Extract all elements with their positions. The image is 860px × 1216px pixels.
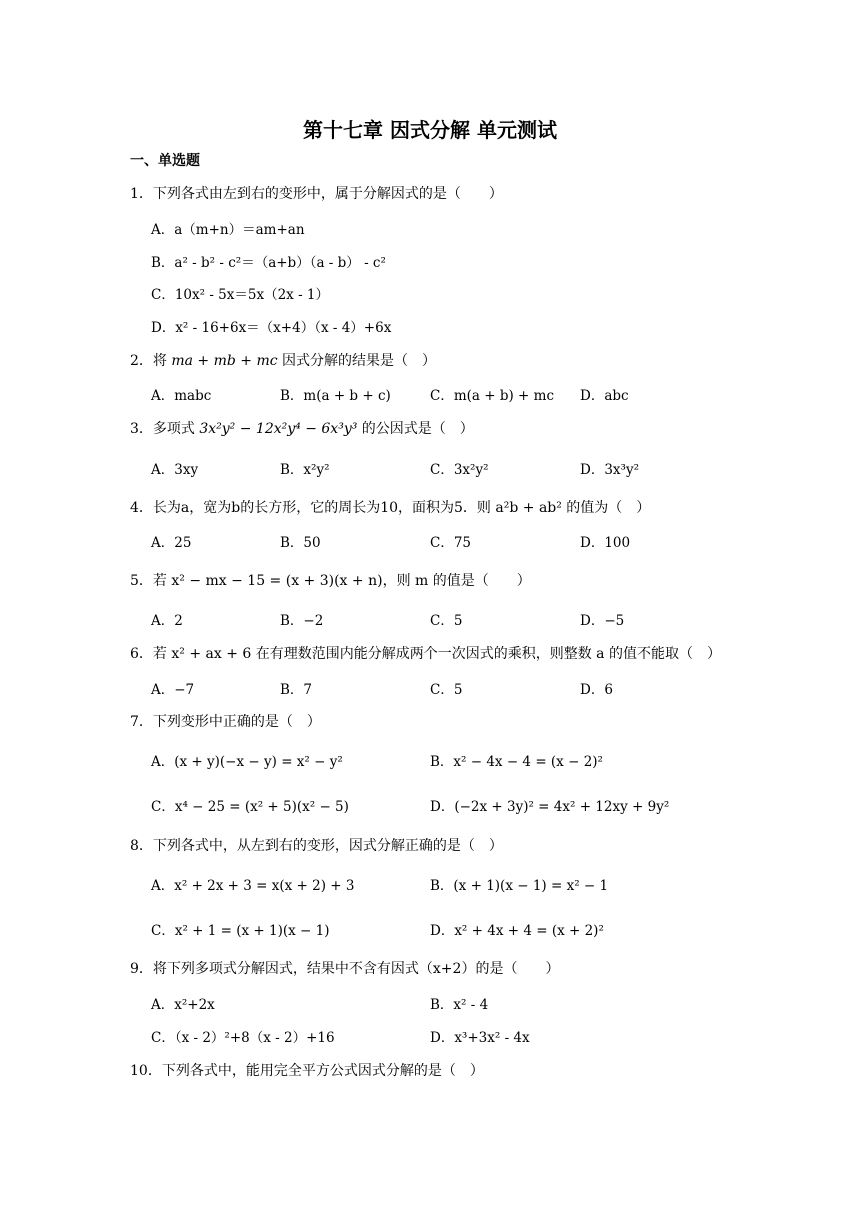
question-8-option-d: D．x² + 4x + 4 = (x + 2)² [430,923,604,939]
question-8-option-b: B．(x + 1)(x − 1) = x² − 1 [430,878,609,894]
question-1-stem: 1．下列各式由左到右的变形中，属于分解因式的是（ ） [130,186,503,202]
question-8-option-c: C．x² + 1 = (x + 1)(x − 1) [151,923,330,939]
question-2-option-c: C．m(a + b) + mc [430,388,555,404]
question-3-option-c: C．3x²y² [430,462,489,478]
question-6-stem: 6．若 x² + ax + 6 在有理数范围内能分解成两个一次因式的乘积，则整数 a 的值不能取（ ） [130,646,721,662]
page-title: 第十七章 因式分解 单元测试 [303,118,557,142]
question-3-stem-prefix: 3．多项式 [130,421,200,437]
question-4-stem: 4．长为a，宽为b的长方形，它的周长为10，面积为5．则 a²b + ab² 的值为（ ） [130,500,651,516]
question-4-option-a: A．25 [151,535,192,551]
question-9-option-b: B．x² - 4 [430,997,489,1013]
question-1-option-d: D．x² - 16+6x＝（x+4）（x - 4）+6x [151,320,392,336]
question-8-stem: 8．下列各式中，从左到右的变形，因式分解正确的是（ ） [130,838,503,854]
question-4-option-b: B．50 [280,535,321,551]
question-4-option-c: C．75 [430,535,472,551]
question-6-option-a: A．−7 [151,682,195,698]
question-3-option-a: A．3xy [151,462,199,478]
question-5-option-a: A．2 [151,613,183,629]
question-3-stem [130,418,474,438]
question-10-stem: 10．下列各式中，能用完全平方公式因式分解的是（ ） [130,1063,484,1079]
question-6-option-c: C．5 [430,682,463,698]
question-2-expression: ma + mb + mc [171,353,278,369]
question-6-option-b: B．7 [280,682,313,698]
question-3-option-b: B．x²y² [280,462,330,478]
question-2-stem-prefix: 2．将 [130,353,172,369]
question-3-stem-suffix: 的公因式是（ ） [357,421,474,437]
question-8-option-a: A．x² + 2x + 3 = x(x + 2) + 3 [151,878,355,894]
question-3-expression: 3x²y² − 12x²y⁴ − 6x³y³ [199,421,358,437]
question-1-option-c: C．10x² - 5x＝5x（2x - 1） [151,287,330,303]
question-7-option-d: D．(−2x + 3y)² = 4x² + 12xy + 9y² [430,799,670,815]
question-2-stem [130,350,436,370]
question-2-stem-suffix: 因式分解的结果是（ ） [277,353,437,369]
question-9-option-d: D．x³+3x² - 4x [430,1030,530,1046]
question-5-option-b: B．−2 [280,613,324,629]
question-7-option-a: A．(x + y)(−x − y) = x² − y² [151,754,343,770]
question-5-stem: 5．若 x² − mx − 15 = (x + 3)(x + n)，则 m 的值是（ ） [130,573,531,589]
question-7-option-c: C．x⁴ − 25 = (x² + 5)(x² − 5) [151,799,349,815]
question-5-option-c: C．5 [430,613,463,629]
question-6-option-d: D．6 [580,682,613,698]
question-2-option-b: B．m(a + b + c) [280,388,391,404]
question-4-option-d: D．100 [580,535,631,551]
question-7-option-b: B．x² − 4x − 4 = (x − 2)² [430,754,603,770]
question-5-option-d: D．−5 [580,613,625,629]
question-3-option-d: D．3x³y² [580,462,639,478]
question-9-stem: 9．将下列多项式分解因式，结果中不含有因式（x+2）的是（ ） [130,961,560,977]
section-heading: 一、单选题 [130,153,200,169]
question-1-option-b: B．a² - b² - c²＝（a+b）（a - b） - c² [151,255,386,271]
question-9-option-a: A．x²+2x [151,997,215,1013]
question-9-option-c: C．（x - 2）²+8（x - 2）+16 [151,1030,335,1046]
question-2-option-a: A．mabc [151,388,212,404]
question-1-option-a: A．a（m+n）＝am+an [151,222,305,238]
question-7-stem: 7．下列变形中正确的是（ ） [130,714,321,730]
question-2-option-d: D．abc [580,388,629,404]
